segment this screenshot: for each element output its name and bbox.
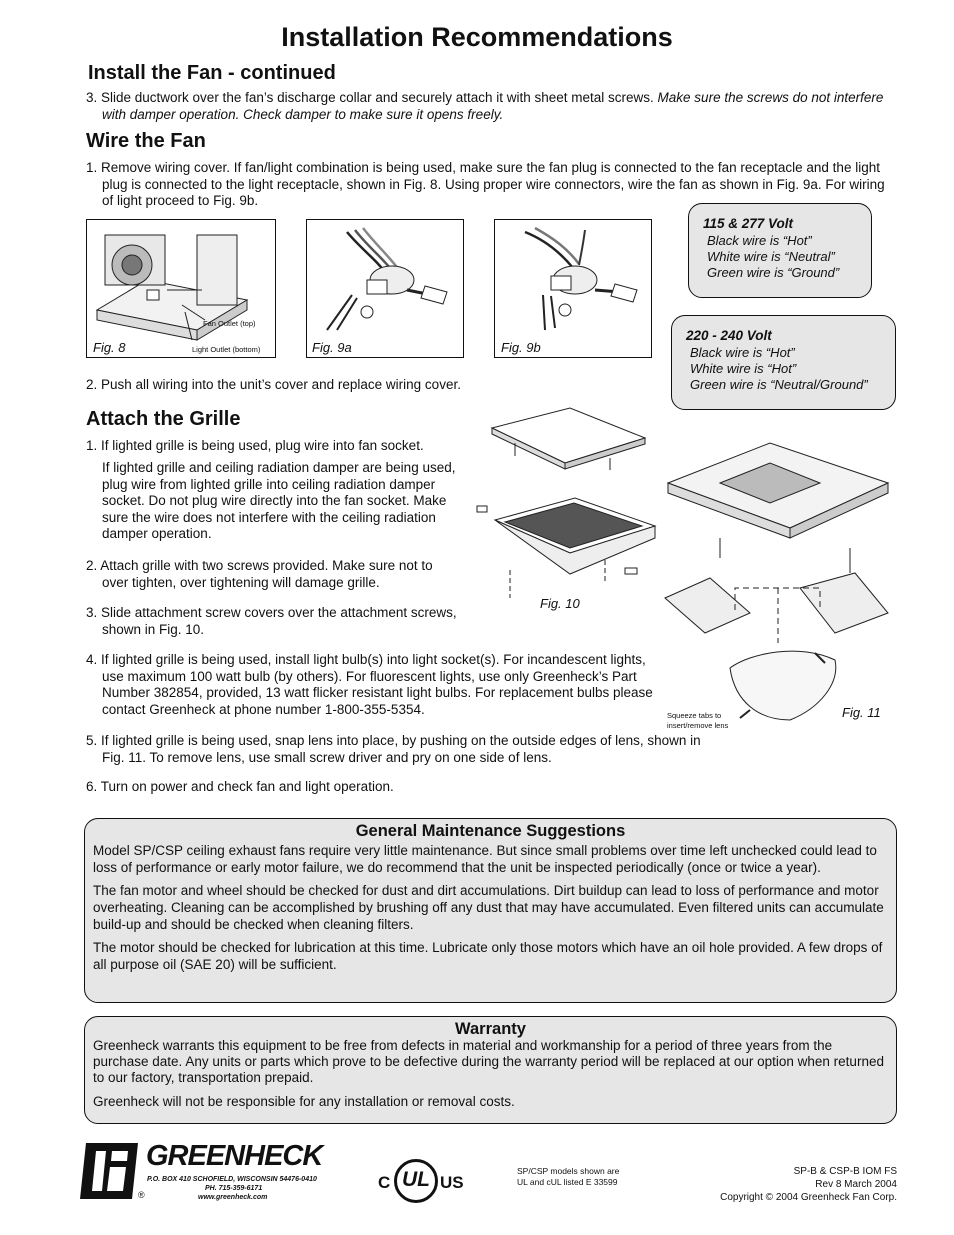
fig-10-drawing — [470, 398, 660, 620]
fig-8-label: Fig. 8 — [93, 340, 126, 355]
fig-8-callout-top: Fan Outlet (top) — [203, 319, 256, 328]
fig-9b — [494, 219, 652, 358]
wire-heading: Wire the Fan — [86, 130, 206, 152]
ul-right-letters: US — [440, 1173, 464, 1192]
grille-step-5: 5. If lighted grille is being used, snap lens into place, by pushing on the outside edges of lens, shown in Fig. 11. To remove lens, use small screw driver and pry on one side of lens. — [86, 733, 701, 765]
ul-note-line-1: SP/CSP models shown are — [517, 1166, 620, 1176]
doc-id: SP-B & CSP-B IOM FS — [793, 1166, 897, 1177]
volt-220-line-1: Black wire is “Hot” — [690, 345, 795, 360]
install-step-3 — [86, 90, 906, 123]
ul-center-letters: UL — [402, 1168, 430, 1191]
ul-left-letter: C — [378, 1173, 391, 1192]
install-step-3-text: 3. Slide ductwork over the fan’s discharge collar and securely attach it with sheet metal screws. — [86, 90, 654, 105]
fig-9a-drawing — [307, 220, 464, 358]
install-step-3-note: Make sure the screws do not interfere with damper operation. Check damper to make sure it opens freely. — [102, 90, 884, 122]
fig-8 — [86, 219, 276, 358]
wire-step-1: 1. Remove wiring cover. If fan/light combination is being used, make sure the fan plug is connected to the fan receptacle and the light plug is connected to the light receptacle, shown in Fig. 8. Using proper wire connectors, wire the fan as shown in Fig. 9a. For wiring of light proceed to Fig. 9b. — [86, 160, 885, 208]
grille-heading: Attach the Grille — [86, 408, 241, 430]
warranty-heading: Warranty — [455, 1020, 526, 1038]
maintenance-heading: General Maintenance Suggestions — [355, 822, 626, 840]
volt-115-line-3: Green wire is “Ground” — [707, 265, 840, 280]
volt-220-line-2: White wire is “Hot” — [690, 361, 797, 376]
greenheck-logo — [80, 1143, 140, 1199]
doc-copyright: Copyright © 2004 Greenheck Fan Corp. — [720, 1192, 897, 1203]
fig-11-label: Fig. 11 — [842, 705, 881, 720]
fig-8-callout-bottom: Light Outlet (bottom) — [192, 345, 261, 354]
address-line-1: P.O. BOX 410 SCHOFIELD, WISCONSIN 54476-0410 — [147, 1176, 317, 1183]
grille-step-1a: 1. If lighted grille is being used, plug wire into fan socket. — [86, 438, 424, 453]
address-line-3: www.greenheck.com — [198, 1194, 268, 1201]
fig-11-callout: Squeeze tabs to insert/remove lens — [667, 711, 729, 730]
fig-10 — [470, 398, 660, 620]
wire-step-2: 2. Push all wiring into the unit’s cover and replace wiring cover. — [86, 377, 461, 392]
volt-115-title: 115 & 277 Volt — [703, 216, 794, 231]
brand-name: GREENHECK — [146, 1140, 323, 1172]
fig-10-label: Fig. 10 — [540, 596, 580, 611]
volt-220-box — [671, 315, 896, 410]
fig-11 — [660, 438, 896, 738]
fig-9a — [306, 219, 464, 358]
warranty-paragraph-2: Greenheck will not be responsible for any installation or removal costs. — [93, 1094, 515, 1109]
fig-11-drawing — [660, 438, 896, 738]
warranty-paragraph-1: Greenheck warrants this equipment to be free from defects in material and workmanship for a period of three years from the purchase date. Any units or parts which prove to be defective during the warranty period will be replaced at our option when returned to our factory, transportation prepaid. — [93, 1038, 884, 1085]
greenheck-logo-mark — [80, 1143, 140, 1199]
volt-220-title: 220 - 240 Volt — [686, 328, 772, 343]
ul-listing-mark — [378, 1159, 478, 1203]
grille-step-3: 3. Slide attachment screw covers over the attachment screws, shown in Fig. 10. — [86, 605, 457, 637]
registered-mark: ® — [138, 1190, 145, 1200]
warranty-panel — [84, 1016, 897, 1124]
maintenance-panel — [84, 818, 897, 1003]
grille-step-4: 4. If lighted grille is being used, install light bulb(s) into light socket(s). For incandescent lights, use maximum 100 watt bulb (by others). For fluorescent lights, use only Greenheck’s Part Number 382854, provided, 13 watt flicker resistant light bulbs. For replacement bulbs please contact Greenheck at phone number 1-800-355-5354. — [86, 652, 653, 717]
volt-220-line-3: Green wire is “Neutral/Ground” — [690, 377, 868, 392]
grille-step-6: 6. Turn on power and check fan and light operation. — [86, 779, 394, 794]
volt-115-box — [688, 203, 872, 298]
address-line-2: PH. 715-359-6171 — [205, 1185, 263, 1192]
grille-step-1b: If lighted grille and ceiling radiation damper are being used, plug wire from lighted grille into ceiling radiation damper socket. Do not plug wire directly into the fan socket. Make sure the wire does not interfere with the ceiling radiation damper operation. — [102, 460, 456, 541]
ul-note-line-2: UL and cUL listed E 33599 — [517, 1177, 618, 1187]
volt-115-line-1: Black wire is “Hot” — [707, 233, 812, 248]
maintenance-paragraph-1: Model SP/CSP ceiling exhaust fans require very little maintenance. But since small problems over time left unchecked could lead to loss of performance or early motor failure, we do recommend that the unit be inspected periodically (once or twice a year). — [93, 843, 877, 875]
fig-9b-label: Fig. 9b — [501, 340, 541, 355]
page-title: Installation Recommendations — [281, 22, 673, 52]
fig-9b-drawing — [495, 220, 652, 358]
fig-9a-label: Fig. 9a — [312, 340, 352, 355]
maintenance-paragraph-3: The motor should be checked for lubrication at this time. Lubricate only those motors which have an oil hole provided. A few drops of all purpose oil (SAE 20) will be sufficient. — [93, 940, 883, 972]
volt-115-line-2: White wire is “Neutral” — [707, 249, 835, 264]
install-heading: Install the Fan - continued — [88, 62, 336, 84]
doc-rev: Rev 8 March 2004 — [815, 1179, 897, 1190]
grille-step-2: 2. Attach grille with two screws provided. Make sure not to over tighten, over tightening will damage grille. — [86, 558, 433, 590]
maintenance-paragraph-2: The fan motor and wheel should be checked for dust and dirt accumulations. Dirt buildup can lead to loss of performance and motor overheating. Cleaning can be accomplished by brushing off any dust that may have accumulated. Even filtered units can accumulate build-up and should be checked when cleaning filters. — [93, 883, 884, 932]
fig-8-drawing — [87, 220, 276, 358]
